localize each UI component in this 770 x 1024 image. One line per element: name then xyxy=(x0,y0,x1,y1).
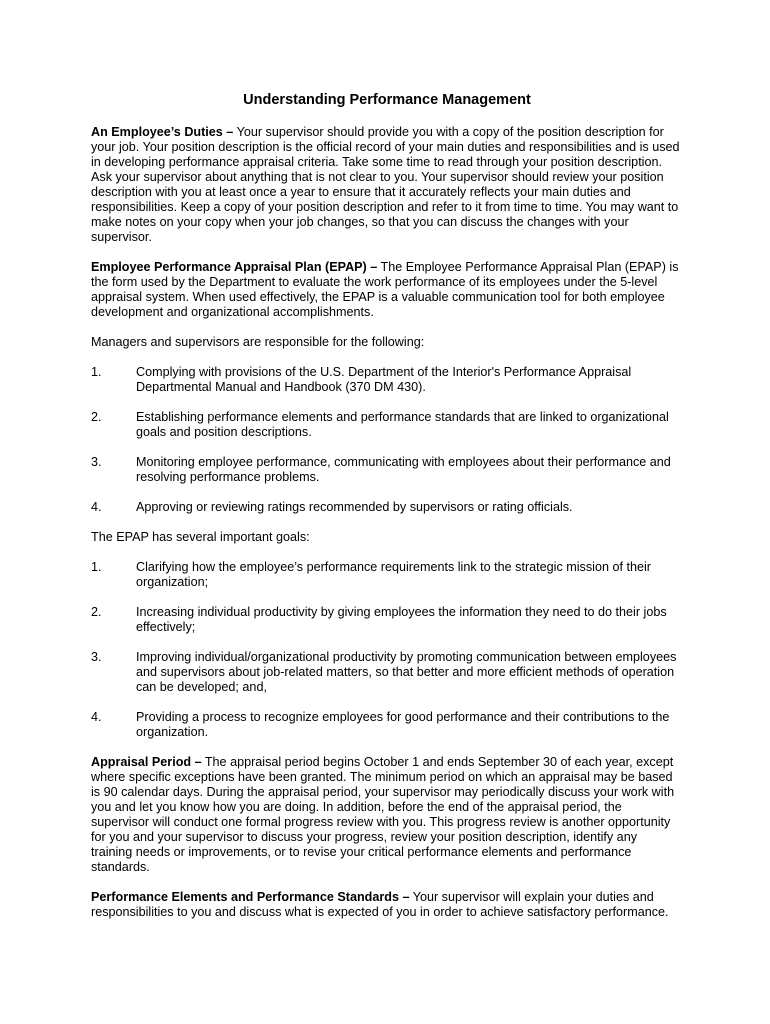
list-number: 4. xyxy=(91,710,102,724)
list-item xyxy=(91,365,681,395)
list-number: 4. xyxy=(91,500,102,514)
list-text: Monitoring employee performance, communicating with employees about their performance and resolving performance problems. xyxy=(136,455,671,484)
list-number: 2. xyxy=(91,605,102,619)
list-text: Improving individual/organizational productivity by promoting communication between employees and supervisors about job-related matters, so that better and more efficient methods of operation can be developed; and, xyxy=(136,650,677,694)
managers-list xyxy=(91,365,681,515)
list-text: Approving or reviewing ratings recommended by supervisors or rating officials. xyxy=(136,500,573,514)
elements-heading: Performance Elements and Performance Standards – xyxy=(91,890,410,904)
duties-text: Your supervisor should provide you with a copy of the position description for your job. Your position description is the official record of your main duties and responsibilities and is used in developing performance appraisal criteria. Take some time to read through your position description. Ask your supervisor about anything that is not clear to you. Your supervisor should review your position description with you at least once a year to ensure that it accurately reflects your main duties and responsibilities. Keep a copy of your position description and refer to it from time to time. You may want to make notes on your copy when your job changes, so that you can discuss the changes with your supervisor. xyxy=(91,125,680,244)
duties-heading: An Employee’s Duties – xyxy=(91,125,234,139)
list-text: Establishing performance elements and performance standards that are linked to organizational goals and position descriptions. xyxy=(136,410,669,439)
appraisal-text: The appraisal period begins October 1 and ends September 30 of each year, except where specific exceptions have been granted. The minimum period on which an appraisal may be based is 90 calendar days. During the appraisal period, your supervisor may periodically discuss your work with you and let you know how you are doing. In addition, before the end of the appraisal period, the supervisor will conduct one formal progress review with you. This progress review is another opportunity for you and your supervisor to discuss your progress, review your position description, identify any training needs or improvements, or to revise your critical performance elements and performance standards. xyxy=(91,755,675,874)
list-item xyxy=(91,650,681,695)
epap-heading: Employee Performance Appraisal Plan (EPAP) – xyxy=(91,260,378,274)
list-number: 1. xyxy=(91,365,102,379)
elements-text: Your supervisor will explain your duties and responsibilities to you and discuss what is expected of you in order to achieve satisfactory performance. xyxy=(91,890,669,919)
list-text: Complying with provisions of the U.S. Department of the Interior's Performance Appraisal Departmental Manual and Handbook (370 DM 430). xyxy=(136,365,632,394)
list-number: 3. xyxy=(91,455,102,469)
epap-paragraph xyxy=(91,260,681,320)
list-item xyxy=(91,560,681,590)
goals-list xyxy=(91,560,681,740)
page-title: Understanding Performance Management xyxy=(243,92,531,108)
list-number: 3. xyxy=(91,650,102,664)
list-item xyxy=(91,455,681,485)
list-text: Clarifying how the employee’s performance requirements link to the strategic mission of their organization; xyxy=(136,560,651,589)
duties-paragraph xyxy=(91,125,681,245)
elements-paragraph xyxy=(91,890,681,920)
list-item xyxy=(91,500,681,515)
list-item xyxy=(91,605,681,635)
list-number: 2. xyxy=(91,410,102,424)
document-page xyxy=(91,92,681,920)
list-number: 1. xyxy=(91,560,102,574)
managers-intro: Managers and supervisors are responsible for the following: xyxy=(91,335,425,349)
list-text: Providing a process to recognize employees for good performance and their contributions to the organization. xyxy=(136,710,670,739)
list-item xyxy=(91,710,681,740)
appraisal-heading: Appraisal Period – xyxy=(91,755,202,769)
epap-text: The Employee Performance Appraisal Plan (EPAP) is the form used by the Department to evaluate the work performance of its employees under the 5-level appraisal system. When used effectively, the EPAP is a valuable communication tool for both employee development and organizational accomplishments. xyxy=(91,260,679,319)
goals-intro: The EPAP has several important goals: xyxy=(91,530,310,544)
list-item xyxy=(91,410,681,440)
list-text: Increasing individual productivity by giving employees the information they need to do their jobs effectively; xyxy=(136,605,667,634)
appraisal-paragraph xyxy=(91,755,681,875)
